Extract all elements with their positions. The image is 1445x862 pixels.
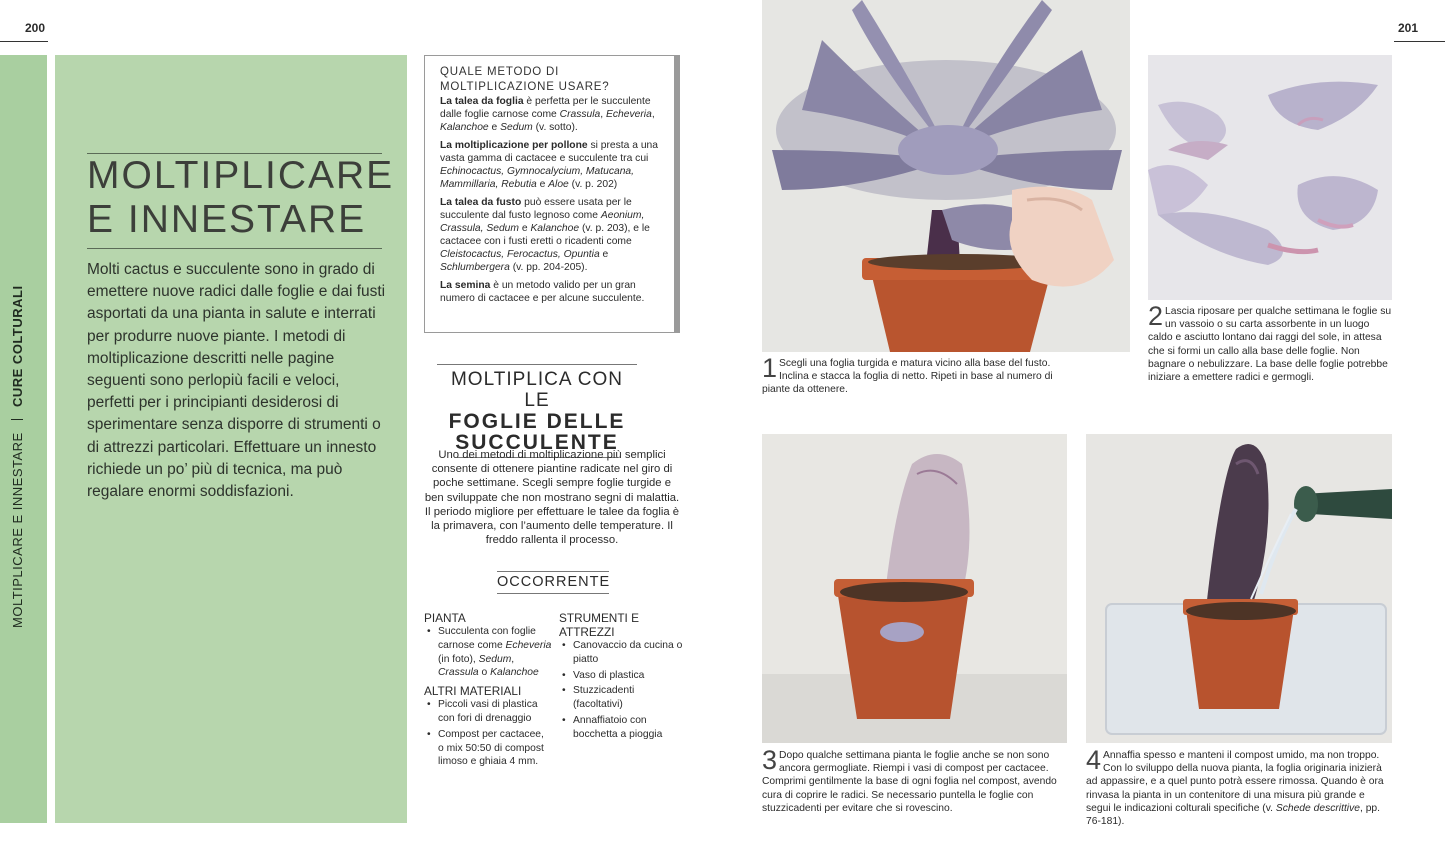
succulent-rosette-illustration bbox=[762, 0, 1130, 352]
step-text-a: Annaffia spesso e manteni il compost umido, ma non troppo. Con lo sviluppo della nuova pianta, la foglia originaria inizierà ad appassire, e a quel punto potrà essere rimossa. Quando è ora rinvasa la pianta in un contenitore di una misura più grande e segui le indicazioni colturali specifiche (v. bbox=[1086, 750, 1384, 814]
step-number: 2 bbox=[1148, 301, 1164, 331]
step-number: 3 bbox=[762, 745, 778, 775]
method-stem-cutting: La talea da fusto può essere usata per le succulente dal fusto legnoso come Aeonium, Crassula, Sedum e Kalanchoe (v. p. 203), e le cactacee con i fusti eretti o ricadenti come Cleistocactus, Ferocactus, Opuntia e Schlumbergera (v. pp. 204-205). bbox=[440, 197, 650, 273]
drying-leaves-illustration bbox=[1148, 55, 1392, 300]
strumenti-title: STRUMENTI E ATTREZZI bbox=[559, 611, 639, 639]
step-text: Dopo qualche settimana pianta le foglie anche se non sono ancora germogliate. Riempi i vasi di compost per cactacee. Comprimi gentilmente la base di ogni foglia nel compost, avendo cura di coprire le radici. Se necessario puntella le foglie con stuzzicadenti per evitare che si rovescino. bbox=[762, 750, 1057, 814]
page-title bbox=[87, 153, 395, 249]
step-number: 1 bbox=[762, 353, 778, 383]
step-text-b: , pp. 76-181). bbox=[1086, 802, 1381, 828]
list-item: • Succulenta con foglie carnose come Echeveria (in foto), Sedum, Crassula o Kalanchoe bbox=[424, 625, 552, 680]
list-item: • Annaffiatoio con bocchetta a pioggia bbox=[559, 714, 683, 742]
side-tab bbox=[0, 55, 47, 823]
list-item: • Vaso di plastica bbox=[559, 669, 683, 683]
occorrente-title: OCCORRENTE bbox=[497, 571, 609, 594]
step-text: Scegli una foglia turgida e matura vicino alla base del fusto. Inclina e stacca la foglia di netto. Ripeti in base al numero di piante da ottenere. bbox=[762, 358, 1053, 396]
step-number: 4 bbox=[1086, 745, 1102, 775]
page-title-line2-a: E bbox=[87, 198, 128, 241]
method-seed: La semina è un metodo valido per un gran numero di cactacee e per alcune succulente. bbox=[440, 280, 645, 304]
method-offset: La moltiplicazione per pollone si presta a una vasta gamma di cactacee e succulente tra cui Echinocactus, Gymnocalycium, Matucana, Mammillaria, Rebutia e Aloe (v. p. 202) bbox=[440, 140, 659, 190]
watering-pot-illustration bbox=[1086, 434, 1392, 743]
page-title-line2-b: INNESTARE bbox=[127, 198, 367, 241]
section-heading-line2: FOGLIE DELLE bbox=[448, 410, 626, 433]
section-paragraph: Uno dei metodi di moltiplicazione più semplici consente di ottenere piantine radicate nel giro di poche settimane. Scegli sempre foglie turgide e ben sviluppate che non mostrano segni di malattia. Il periodo migliore per effettuare le talee da foglia è la primavera, con l’aumento delle temperature. Il freddo rallenta il processo. bbox=[424, 449, 680, 547]
method-box-caption-1: QUALE METODO DI bbox=[440, 66, 560, 78]
caption-step-3 bbox=[762, 745, 1067, 815]
method-leaf-cutting: La talea da foglia è perfetta per le succulente dalle foglie carnose come Crassula, Echeveria, Kalanchoe e Sedum (v. sotto). bbox=[440, 96, 655, 133]
list-item: • Stuzzicadenti (facoltativi) bbox=[559, 684, 683, 712]
step-text-italic: Schede descrittive bbox=[1275, 802, 1360, 814]
caption-step-2 bbox=[1148, 301, 1392, 384]
header-rule-right bbox=[1394, 41, 1445, 42]
caption-step-1 bbox=[762, 353, 1074, 397]
list-item: • Piccoli vasi di plastica con fori di drenaggio bbox=[424, 698, 552, 726]
photo-step-3 bbox=[762, 434, 1067, 743]
section-heading bbox=[437, 364, 637, 458]
occorrente-right-column bbox=[559, 611, 683, 744]
leaf-in-pot-illustration bbox=[762, 434, 1067, 743]
list-item: • Canovaccio da cucina o piatto bbox=[559, 639, 683, 667]
intro-text: Molti cactus e succulente sono in grado di emettere nuove radici dalle foglie e dai fusti asportati da una pianta in salute e interrati per produrre nuove piante. I metodi di moltiplicazione descritti nelle pagine seguenti sono perlopiù facili e veloci, perfetti per i principianti desiderosi di sperimentare senza disporre di strumenti o di attrezzi particolari. Effettuare un innesto richiede un po’ più di tecnica, ma può regalare enormi soddisfazioni. bbox=[87, 261, 386, 501]
pianta-list bbox=[424, 625, 552, 680]
step-text: Lascia riposare per qualche settimana le foglie su un vassoio o su carta assorbente in un luogo caldo e asciutto lontano dai raggi del sole, in attesa che si formi un callo alla base delle foglie. Non bagnare o nebulizzare. La base delle foglie potrebbe iniziare a emettere radici e germogli. bbox=[1148, 306, 1392, 384]
page-number-right: 201 bbox=[1398, 21, 1419, 35]
side-tab-divider bbox=[11, 419, 23, 420]
page-title-line2 bbox=[87, 198, 382, 242]
section-heading-line3: SUCCULENTE bbox=[455, 431, 619, 454]
altri-title: ALTRI MATERIALI bbox=[424, 684, 522, 699]
side-tab-chapter: CURE COLTURALI bbox=[10, 285, 25, 408]
strumenti-list bbox=[559, 639, 683, 742]
pianta-title: PIANTA bbox=[424, 611, 466, 625]
header-rule-left bbox=[0, 41, 48, 42]
section-heading-line1: MOLTIPLICA CON LE bbox=[450, 369, 623, 411]
page-title-line1: MOLTIPLICARE bbox=[87, 154, 395, 197]
occorrente-left-column bbox=[424, 611, 552, 771]
caption-step-4 bbox=[1086, 745, 1392, 828]
photo-step-2 bbox=[1148, 55, 1392, 300]
side-tab-section: MOLTIPLICARE E INNESTARE bbox=[10, 432, 25, 628]
photo-step-4 bbox=[1086, 434, 1392, 743]
altri-list bbox=[424, 698, 552, 769]
method-box bbox=[424, 55, 680, 333]
page-number-left: 200 bbox=[25, 21, 46, 35]
method-box-caption-2: MOLTIPLICAZIONE USARE? bbox=[440, 81, 610, 93]
photo-step-1 bbox=[762, 0, 1130, 352]
list-item: • Compost per cactacee, o mix 50:50 di compost limoso e ghiaia 4 mm. bbox=[424, 728, 552, 769]
